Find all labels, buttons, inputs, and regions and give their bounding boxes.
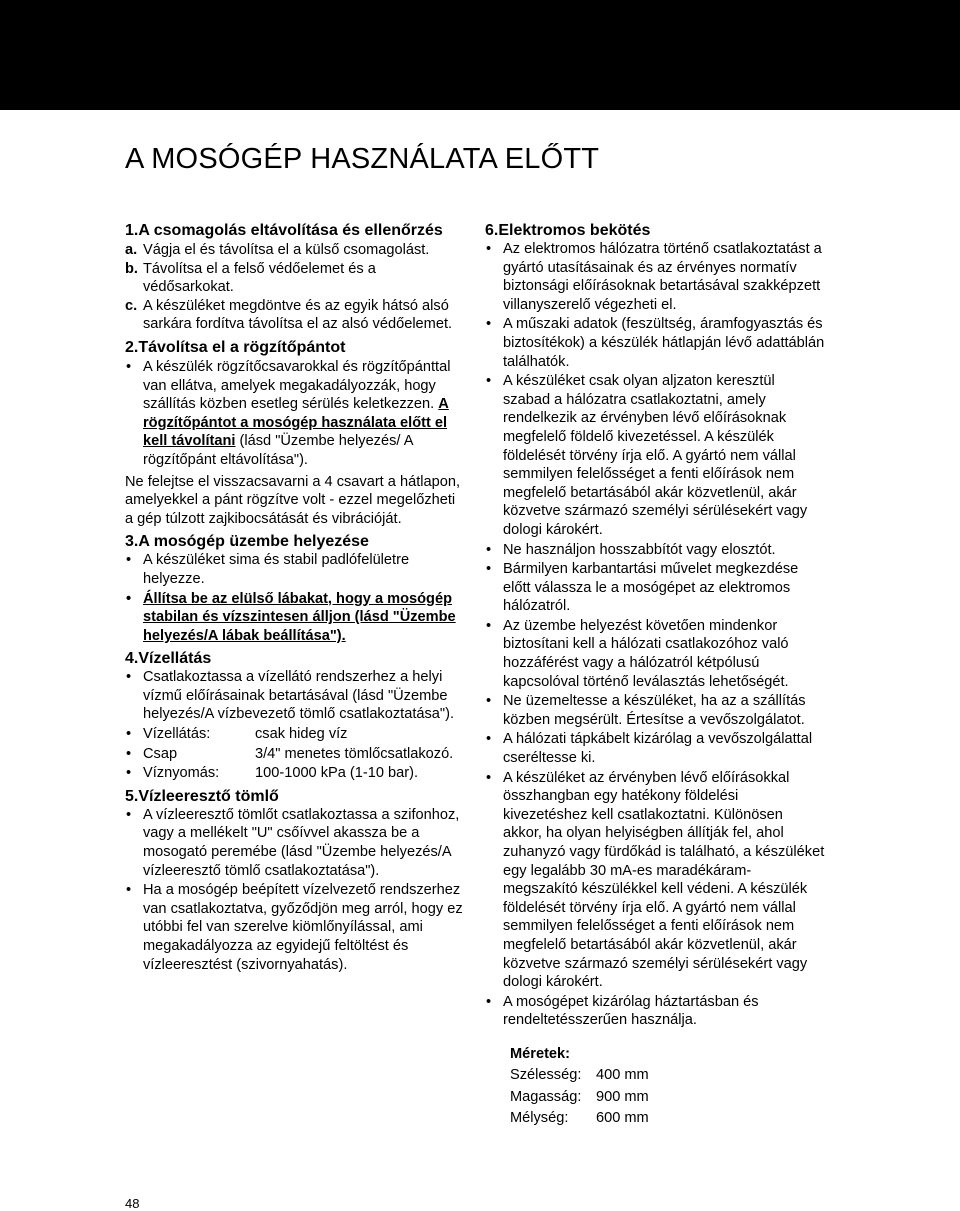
section-2-heading [125, 338, 463, 357]
dimension-row [510, 1087, 825, 1109]
list-item: • A készüléket csak olyan aljzaton keresztül szabad a hálózatra csatlakoztatni, amely rendelkezik az érvényben lévő előírásoknak megfelelő földelő kivezetéssel. A készülék földelését törvény írja elő. A gyártó nem vállal semmilyen felelősséget a fenti előírások nem megfelelő betartásából akár közvetlenül, akár közvetve származó személyi sérülésekért vagy dologi károkért. [485, 372, 825, 539]
section-6-heading [485, 221, 825, 240]
section-3-heading [125, 532, 463, 551]
step-marker: b. [125, 260, 138, 277]
section-title: Távolítsa el a rögzítőpántot [138, 338, 346, 356]
dimension-label: Magasság: [510, 1088, 582, 1105]
list-item: • Ha a mosógép beépített vízelvezető rendszerhez van csatlakoztatva, győződjön meg arról, hogy ez utóbbi fel van szerelve kiömlőnyílással, ami megakadályozza az egyidejű feltöltést és vízleeresztést (szivornyahatás). [125, 881, 463, 974]
step-c [125, 297, 463, 334]
list-item: • A készüléket az érvényben lévő előírásokkal összhangban egy hatékony földelési kivezetéshez kell csatlakoztatni. Különösen akkor, ha olyan helyiségben állítják fel, ahol zuhanyzó vagy fürdőkád is található, a készüléket egy legalább 30 mA-es maradékáram-megszakító készülékkel kell védeni. A készülék földelését törvény írja elő. A gyártó nem vállal semmilyen felelősséget a fenti előírások nem megfelelő betartásából akár közvetlenül, akár közvetve származó személyi sérülésekért vagy dologi károkért. [485, 769, 825, 992]
list-item: • Bármilyen karbantartási művelet megkezdése előtt válassza le a mosógépet az elektromos hálózatról. [485, 560, 825, 616]
list-item: • A vízleeresztő tömlőt csatlakoztassa a szifonhoz, vagy a mellékelt "U" csőívvel akassza be a mosogató peremébe (lásd "Üzembe helyezés/A vízleeresztő tömlő csatlakoztatása"). [125, 806, 463, 880]
section-3-list [125, 551, 463, 645]
left-column [125, 221, 463, 974]
spec-label: • Vízellátás: [143, 726, 211, 743]
dimension-row [510, 1108, 825, 1130]
list-item: • Állítsa be az elülső lábakat, hogy a mosógép stabilan és vízszintesen álljon (lásd "Üzembe helyezés/A lábak beállítása"). [125, 590, 463, 646]
dimension-value: 600 mm [596, 1110, 649, 1127]
list-item: • Az elektromos hálózatra történő csatlakoztatást a gyártó utasításainak és az érvényes normatív biztonsági előírásoknak betartásával szakképzett villanyszerelő végezheti el. [485, 240, 825, 314]
spec-value: 3/4" menetes tömlőcsatlakozó. [255, 745, 454, 762]
list-item: • Ne használjon hosszabbítót vagy elosztót. [485, 541, 825, 560]
page-title: A MOSÓGÉP HASZNÁLATA ELŐTT [125, 143, 600, 175]
step-text: A készüléket megdöntve és az egyik hátsó alsó sarkára fordítva távolítsa el az alsó védőelemet. [143, 297, 453, 333]
section-number: 6. [485, 222, 499, 239]
dimensions-heading: Méretek: [510, 1045, 571, 1062]
list-item [125, 358, 463, 470]
section-4-heading [125, 649, 463, 668]
section-6-list [485, 240, 825, 1030]
dimension-value: 400 mm [596, 1067, 649, 1084]
paragraph: Ne felejtse el visszacsavarni a 4 csavart a hátlapon, amelyekkel a pánt rögzítve volt - ezzel megelőzheti a gép túlzott zajkibocsátását és vibrációját. [125, 473, 461, 527]
section-number: 1. [125, 222, 139, 239]
list-item-text: (lásd "Üzembe helyezés/ A rögzítőpánt eltávolítása"). [143, 433, 413, 468]
spec-value: 100-1000 kPa (1-10 bar). [255, 765, 419, 782]
step-b [125, 260, 463, 297]
section-title: A mosógép üzembe helyezése [138, 533, 369, 551]
list-item: • A műszaki adatok (feszültség, áramfogyasztás és biztosítékok) a készülék hátlapján lévő adattáblán találhatók. [485, 315, 825, 371]
section-title: Elektromos bekötés [498, 222, 651, 239]
section-4-list [125, 668, 463, 783]
step-marker: c. [125, 297, 138, 314]
section-title: A csomagolás eltávolítása és ellenőrzés [138, 222, 443, 239]
section-5-list [125, 806, 463, 974]
page-number: 48 [125, 1196, 140, 1211]
list-item: • Az üzembe helyezést követően mindenkor biztosítani kell a hálózati csatlakozóhoz való hozzáférést vagy a hálózatról kétpólusú kapcsolóval történő leválasztás lehetőségét. [485, 617, 825, 691]
spec-value: csak hideg víz [255, 726, 348, 743]
section-number: 2. [125, 338, 139, 356]
step-a [125, 241, 463, 260]
section-title: Vízellátás [138, 650, 212, 668]
list-item [125, 745, 463, 764]
spec-label: • Víznyomás: [143, 765, 220, 782]
section-1-heading [125, 221, 463, 240]
section-2-list [125, 358, 463, 470]
section-number: 3. [125, 533, 139, 551]
list-item: • A készüléket sima és stabil padlófelületre helyezze. [125, 551, 463, 588]
section-5-heading [125, 787, 463, 806]
dimension-value: 900 mm [596, 1088, 649, 1105]
section-number: 4. [125, 650, 139, 668]
step-text: Vágja el és távolítsa el a külső csomagolást. [143, 242, 430, 258]
list-item: • Csatlakoztassa a vízellátó rendszerhez a helyi vízmű előírásainak betartásával (lásd "Üzembe helyezés/A vízbevezető tömlő csatlakoztatása"). [125, 668, 463, 724]
list-item [125, 725, 463, 744]
step-text: Távolítsa el a felső védőelemet és a védősarkokat. [143, 260, 376, 296]
top-black-bar [0, 0, 960, 110]
list-item: • A hálózati tápkábelt kizárólag a vevőszolgálattal cseréltesse ki. [485, 730, 825, 767]
section-number: 5. [125, 787, 139, 805]
underlined-warning: A rögzítőpántot a mosógép használata előtt el kell távolítani [143, 396, 449, 450]
dimension-label: Mélység: [510, 1110, 569, 1127]
list-item: • Ne üzemeltesse a készüléket, ha az a szállítás közben megsérült. Értesítse a vevőszolgálatot. [485, 692, 825, 729]
list-item-text: A készülék rögzítőcsavarokkal és rögzítőpánttal van ellátva, amelyek megakadályozzák, hogy szállítás közben esetleg sérülés keletkezzen. [143, 358, 451, 413]
spec-label: • Csap [143, 745, 178, 762]
list-item [125, 764, 463, 783]
dimensions-block [485, 1044, 825, 1130]
right-column [485, 221, 825, 1130]
step-marker: a. [125, 242, 138, 258]
dimension-label: Szélesség: [510, 1067, 582, 1084]
section-title: Vízleeresztő tömlő [138, 787, 279, 805]
list-item: • A mosógépet kizárólag háztartásban és rendeltetésszerűen használja. [485, 993, 825, 1030]
dimension-row [510, 1065, 825, 1087]
